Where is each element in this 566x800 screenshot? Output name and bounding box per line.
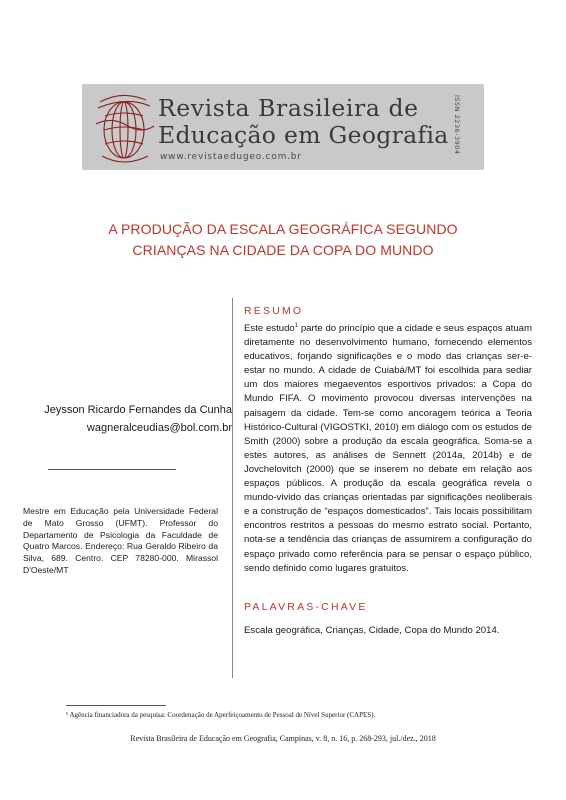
article-title-line2: CRIANÇAS NA CIDADE DA COPA DO MUNDO [132, 242, 434, 258]
keywords-heading: PALAVRAS-CHAVE [244, 601, 368, 613]
article-title [60, 219, 506, 261]
journal-title-line1: Revista Brasileira de [158, 94, 419, 122]
issn-label: ISSN 2236-3904 [453, 95, 461, 155]
citation-footer: Revista Brasileira de Educação em Geografia, Campinas, v. 8, n. 16, p. 268-293, jul./dez., 2018 [130, 734, 436, 743]
footnote: ¹ Agência financiadora da pesquisa: Coordenação de Aperfeiçoamento de Pessoal de Nível Superior (CAPES). [66, 711, 376, 719]
footnote-marker: 1 [294, 322, 299, 329]
journal-url: www.revistaedugeo.com.br [160, 152, 302, 162]
abstract-heading: RESUMO [244, 305, 304, 317]
author-block [0, 401, 232, 437]
footnote-rule [66, 705, 166, 706]
author-divider [48, 469, 176, 470]
article-title-line1: A PRODUÇÃO DA ESCALA GEOGRÁFICA SEGUNDO [108, 221, 458, 237]
journal-title-line2: Educação em Geografia [158, 121, 449, 149]
author-email: wagneralceudias@bol.com.br [86, 422, 232, 434]
globe-logo-icon [92, 86, 156, 168]
author-bio: Mestre em Educação pela Universidade Federal de Mato Grosso (UFMT). Professor do Departamento de Psicologia da Faculdade de Quatro Marcos. Endereço: Rua Geraldo Ribeiro da Silva, 689. Centro. CEP 78280-000. Mirassol D'Oeste/MT [23, 506, 218, 575]
abstract-text [244, 322, 532, 576]
abstract-body: parte do princípio que a cidade e seus espaços atuam diretamente no desenvolvimento humano, fornecendo elementos educativos, forjando significações e o modo das crianças ser-e-estar no mundo. A cidade de Cuiabá/MT foi escolhida para sediar um dos maiores megaeventos esportivos privados: a Copa do Mundo FIFA. O movimento provocou diversas intervenções na paisagem da cidade. Tem-se como ancoragem teórica a Teoria Histórico-Cultural (VIGOSTKI, 2010) em diálogo com os estudos de Smith (2000) sobre a produção da escala geográfica. Soma-se a estes autores, as análises de Sennett (2014a, 2014b) e de Jovchelovitch (2000) que se inserem no debate em relação aos espaços públicos. A produção da escala geográfica revela o mundo-vivido das crianças orientadas par significações neoliberais e a construção de “espaços domesticados”. Tais locais possibilitam encontros restritos a pessoas do mesmo estrato social. Portanto, nota-se a tendência das crianças de assumirem a configuração do espaço privado como referência para se pensar o espaço público, sendo definido como lugares gratuitos. [244, 323, 532, 574]
column-divider [232, 298, 233, 678]
author-name: Jeysson Ricardo Fernandes da Cunha [44, 404, 232, 416]
keywords-text: Escala geográfica, Crianças, Cidade, Copa do Mundo 2014. [244, 625, 500, 636]
abstract-lead: Este estudo [244, 323, 295, 334]
